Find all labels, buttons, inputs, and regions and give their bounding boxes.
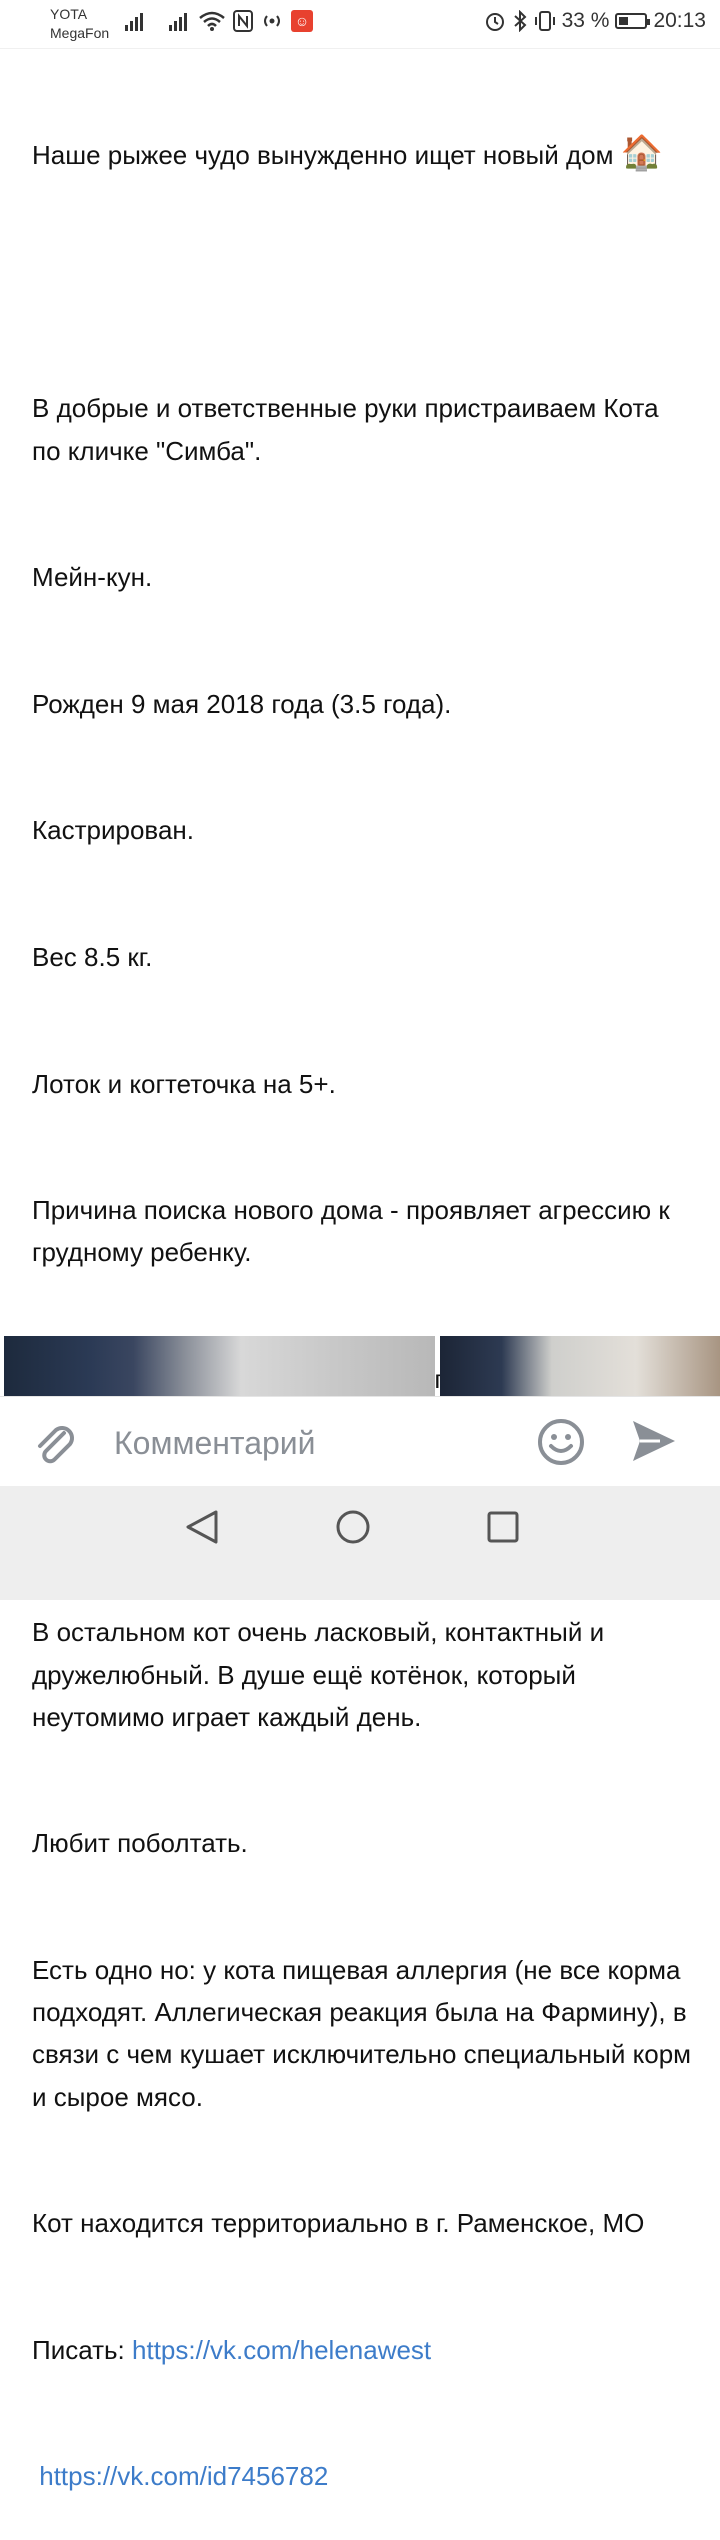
paperclip-icon[interactable] xyxy=(30,1419,80,1469)
hotspot-icon xyxy=(261,13,283,29)
carrier-label xyxy=(50,5,109,43)
post-line: Кот находится территориально в г. Раменское, МО xyxy=(32,2208,645,2239)
clock-time: 20:13 xyxy=(653,9,706,32)
vibrate-icon xyxy=(534,10,556,32)
status-bar xyxy=(0,0,720,49)
wifi-icon xyxy=(199,11,225,31)
photo-strip xyxy=(0,1336,720,1396)
post-line: Лоток и когтеточка на 5+. xyxy=(32,1068,336,1099)
navigation-bar xyxy=(0,1486,720,1600)
post-line: Кастрирован. xyxy=(32,815,194,846)
post-text xyxy=(32,48,699,2540)
carrier-secondary: MegaFon xyxy=(50,25,110,41)
post-line: Вес 8.5 кг. xyxy=(32,942,153,973)
post-line: Любит поболтать. xyxy=(32,1828,248,1859)
contact-line-2 xyxy=(32,2455,692,2497)
contact-label: Писать: xyxy=(32,2334,133,2365)
post-line: В остальном кот очень ласковый, контактный и дружелюбный. В душе ещё котёнок, который неутомимо играет каждый день. xyxy=(32,1617,612,1732)
smile-icon[interactable] xyxy=(536,1417,586,1467)
contact-line xyxy=(32,2329,692,2371)
app-notification-icon: ☺ xyxy=(291,10,313,32)
cat-photo-2[interactable] xyxy=(440,1336,720,1396)
contact-link-id7456782[interactable]: https://vk.com/id7456782 xyxy=(39,2461,329,2492)
bluetooth-icon xyxy=(512,10,528,32)
status-icons-right xyxy=(484,9,706,33)
post-line: Причина поиска нового дома - проявляет агрессию к грудному ребенку. xyxy=(32,1195,677,1268)
post-line: Мейн-кун. xyxy=(32,562,153,593)
post-line: В добрые и ответственные руки пристраиваем Кота по кличке "Симба". xyxy=(32,393,666,466)
status-icons-left xyxy=(125,10,313,32)
home-icon[interactable] xyxy=(334,1508,372,1546)
send-icon[interactable] xyxy=(630,1417,678,1465)
nfc-icon xyxy=(233,10,253,32)
post-line: Рожден 9 мая 2018 года (3.5 года). xyxy=(32,688,452,719)
battery-icon xyxy=(615,13,647,29)
carrier-primary: YOTA xyxy=(50,6,88,22)
back-icon[interactable] xyxy=(184,1508,222,1546)
comment-input[interactable] xyxy=(112,1417,496,1469)
signal-icon xyxy=(125,11,147,31)
recent-apps-icon[interactable] xyxy=(486,1510,520,1544)
contact-link-helenawest[interactable]: https://vk.com/helenawest xyxy=(132,2334,432,2365)
battery-percent: 33 % xyxy=(561,9,610,32)
house-emoji-icon: 🏠 xyxy=(620,134,664,173)
signal-icon xyxy=(169,11,191,31)
cat-photo-1[interactable] xyxy=(4,1336,435,1396)
alarm-icon xyxy=(484,10,506,32)
post-intro: Наше рыжее чудо вынужденно ищет новый дом 🏠 xyxy=(32,134,664,173)
post-line: Есть одно но: у кота пищевая аллергия (не все корма подходят. Аллегическая реакция была на Фармину), в связи с чем кушает исключительно специальный корм и сырое мясо. xyxy=(32,1954,699,2112)
comment-bar xyxy=(0,1396,720,1487)
